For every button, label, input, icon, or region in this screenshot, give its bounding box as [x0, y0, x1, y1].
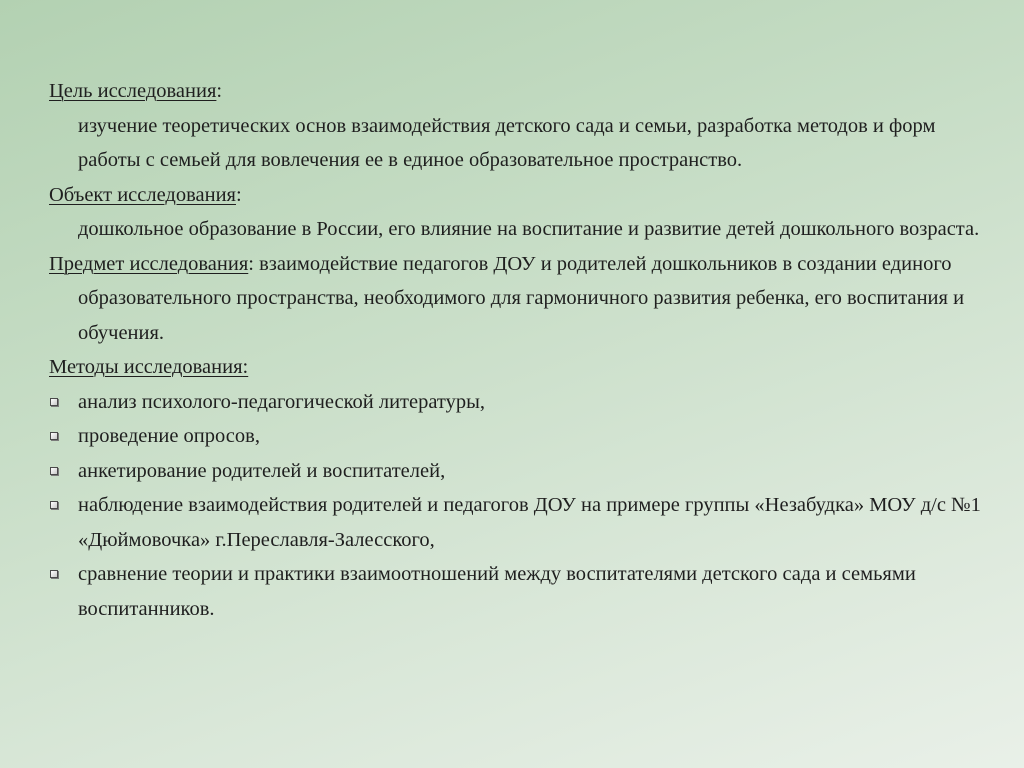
methods-heading-line [49, 350, 999, 385]
list-item-text: анкетирование родителей и воспитателей, [78, 459, 446, 482]
object-text: дошкольное образование в России, его влияние на воспитание и развитие детей дошкольного возраста. [78, 218, 980, 240]
goal-colon: : [216, 80, 223, 102]
list-item [49, 385, 999, 420]
object-heading-line [49, 178, 999, 213]
square-bullet-icon [50, 570, 58, 578]
list-item [49, 488, 999, 557]
list-item [49, 557, 999, 626]
list-item-text: проведение опросов, [78, 425, 260, 447]
subject-heading: Предмет исследования [49, 252, 249, 275]
square-bullet-icon [50, 501, 58, 509]
list-item [49, 419, 999, 454]
subject-paragraph [49, 247, 999, 351]
object-heading: Объект исследования [49, 183, 236, 206]
goal-text: изучение теоретических основ взаимодействия детского сада и семьи, разработка методов и форм работы с семьей для вовлечения ее в единое образовательное пространство. [78, 114, 936, 171]
object-colon: : [235, 183, 242, 206]
square-bullet-icon [50, 398, 58, 406]
list-item-text: наблюдение взаимодействия родителей и педагогов ДОУ на примере группы «Незабудка» МОУ д/с №1 «Дюймовочка» г.Переславля-Залесского, [78, 494, 981, 551]
slide-body [49, 74, 999, 626]
list-item [49, 454, 999, 489]
subject-text: : взаимодействие педагогов ДОУ и родителей дошкольников в создании единого образовательного пространства, необходимого для гармоничного развития ребенка, его воспитания и обучения. [78, 252, 965, 344]
goal-heading-line [49, 74, 999, 109]
square-bullet-icon [50, 432, 58, 440]
list-item-text: анализ психолого-педагогической литературы, [78, 390, 486, 413]
methods-heading: Методы исследования: [49, 356, 249, 378]
list-item-text: сравнение теории и практики взаимоотношений между воспитателями детского сада и семьями воспитанников. [78, 563, 916, 620]
goal-heading: Цель исследования [49, 80, 217, 102]
square-bullet-icon [50, 467, 58, 475]
